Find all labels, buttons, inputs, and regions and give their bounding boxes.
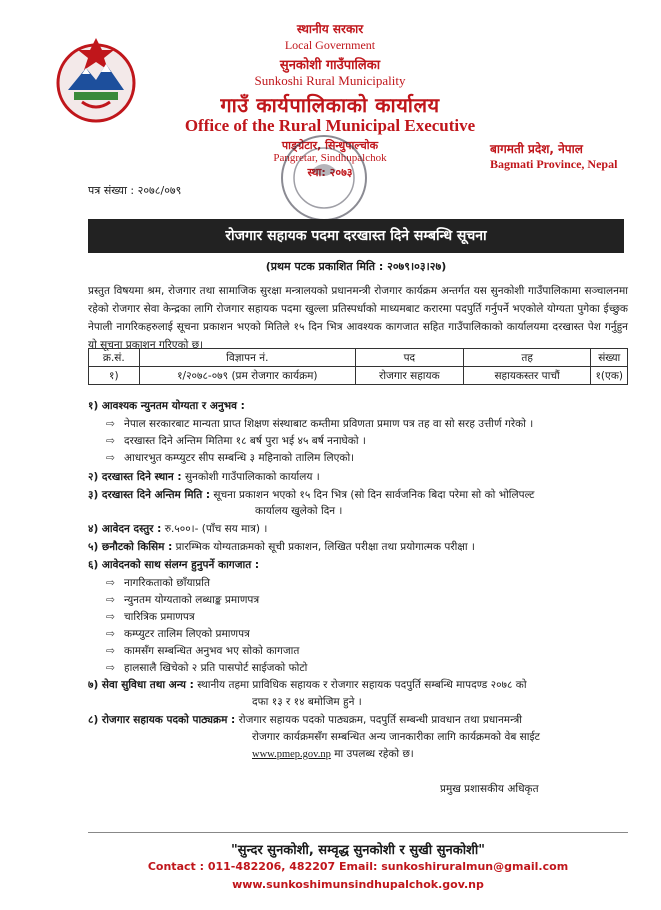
province-block <box>490 140 650 172</box>
table-header-row <box>89 349 628 367</box>
notice-title: रोजगार सहायक पदमा दरखास्त दिने सम्बन्धि सूचना <box>88 219 624 253</box>
arrow-right-icon: ⇨ <box>106 435 115 447</box>
est-np: स्था: २०७३ <box>307 166 353 179</box>
intro-paragraph: प्रस्तुत विषयमा श्रम, रोजगार तथा सामाजिक सुरक्षा मन्त्रालयको प्रधानमन्त्री रोजगार कार्यक्रम अन्तर्गत यस सुनकोशी गाउँपालिकामा सञ्चालनमा रहेको रोजगार सेवा केन्द्रका लागि रोजगार सहायक पदमा खुल्ला प्रतिस्पर्धाको माध्यमबाट करारमा पदपुर्ति गर्नुपर्ने भएकोले योग्यता पुगेका ईच्छुक नेपाली नागरिकहरुलाई सूचना प्रकाशन भएको मितिले १५ दिन भित्र आवश्यक कागजात सहित गाउँपालिकाको कार्यालयमा दरखास्त पेश गर्नुहुन यो सूचना प्रकाशन गरिएको छ। <box>88 285 628 351</box>
mun-en: Sunkoshi Rural Municipality <box>254 73 406 88</box>
list-item: ⇨ आधारभुत कम्प्युटर सीप सम्बन्धि ३ महिनाको तालिम लिएको। <box>106 450 631 467</box>
list-item: ⇨ कम्प्युटर तालिम लिएको प्रमाणपत्र <box>106 626 250 643</box>
gov-en: Local Government <box>284 38 376 52</box>
officer-signature-title: प्रमुख प्रशासकीय अधिकृत <box>440 783 539 795</box>
table-row <box>89 367 628 385</box>
province-en: Bagmati Province, Nepal <box>490 157 618 171</box>
arrow-right-icon: ⇨ <box>106 662 115 674</box>
list-item: ⇨ चारित्रिक प्रमाणपत्र <box>106 609 195 626</box>
list-item: ⇨ नेपाल सरकारबाट मान्यता प्राप्त शिक्षण संस्थाबाट कम्तीमा प्रविणता प्रमाण पत्र तह वा सो सरह उत्तीर्ण गरेको । <box>106 416 631 433</box>
footer-slogan: "सुन्दर सुनकोशी, सम्वृद्ध सुनकोशी र सुखी सुनकोशी" <box>230 843 486 858</box>
col-level: तह <box>463 349 591 367</box>
cell-sn: १) <box>89 367 140 385</box>
office-en: Office of the Rural Municipal Executive <box>184 116 476 135</box>
cell-post: रोजगार सहायक <box>355 367 463 385</box>
letter-number: पत्र संख्या : २०७८/०७९ <box>88 184 182 197</box>
list-item: ⇨ न्युनतम योग्यताको लब्धाङ्क प्रमाणपत्र <box>106 592 259 609</box>
section-8: ८) रोजगार सहायक पदको पाठ्यक्रम : रोजगार सहायक पदको पाठ्यक्रम, पदपुर्ति सम्बन्धी प्रावधान तथा प्रधानमन्त्री <box>88 714 523 726</box>
col-count: संख्या <box>591 349 628 367</box>
cell-level: सहायकस्तर पाचौं <box>463 367 591 385</box>
ad-table <box>88 348 628 385</box>
col-sn: क्र.सं. <box>89 349 140 367</box>
office-stamp <box>276 130 372 226</box>
section-1-title: १) आवश्यक न्युनतम योग्यता र अनुभव : <box>88 400 245 412</box>
publish-date: (प्रथम पटक प्रकाशित मिति : २०७९।०३।२७) <box>265 260 447 273</box>
footer-contact: Contact : 011-482206, 482207 Email: sunkoshiruralmun@gmail.com <box>147 860 569 873</box>
cell-count: १(एक) <box>591 367 628 385</box>
footer-website[interactable]: www.sunkoshimunsindhupalchok.gov.np <box>232 878 484 891</box>
section-7: ७) सेवा सुविधा तथा अन्य : स्थानीय तहमा प्राविधिक सहायक र रोजगार सहायक पदपुर्ति सम्बन्धि मापदण्ड २०७८ को <box>88 679 527 691</box>
list-item: ⇨ कामसँग सम्बन्धित अनुभव भए सोको कागजात <box>106 643 299 660</box>
col-ad-no: विज्ञापन नं. <box>139 349 355 367</box>
addr-np: पाङ्ग्रेटार, सिन्धुपाल्चोक <box>281 139 379 152</box>
arrow-right-icon: ⇨ <box>106 611 115 623</box>
mun-np: सुनकोशी गाउँपालिका <box>279 58 381 73</box>
list-item: ⇨ दरखास्त दिने अन्तिम मितिमा १८ बर्ष पुरा भई ४५ बर्ष ननाघेको । <box>106 433 631 450</box>
addr-en: Pangretar, Sindhupalchok <box>273 152 387 164</box>
section-8-cont: रोजगार कार्यक्रमसँग सम्बन्धित अन्य जानकारीका लागि कार्यक्रमको वेब साईट <box>252 731 540 743</box>
list-item: ⇨ नागरिकताको छाँयाप्रति <box>106 575 210 592</box>
arrow-right-icon: ⇨ <box>106 628 115 640</box>
section-2: २) दरखास्त दिने स्थान : सुनकोशी गाउँपालिकाको कार्यालय । <box>88 471 320 483</box>
section-3: ३) दरखास्त दिने अन्तिम मिति : सूचना प्रकाशन भएको १५ दिन भित्र (सो दिन सार्वजनिक बिदा परेमा सो को भोलिपल्ट <box>88 489 535 501</box>
gov-np: स्थानीय सरकार <box>296 22 364 36</box>
province-np: बागमती प्रदेश, नेपाल <box>490 142 583 156</box>
section-6-title: ६) आवेदनको साथ संलग्न हुनुपर्ने कागजात : <box>88 559 260 571</box>
section-7-cont: दफा १३ र १४ बमोजिम हुने । <box>252 696 362 708</box>
section-4: ४) आवेदन दस्तुर : रु.५००।- (पाँच सय मात्र) । <box>88 523 268 535</box>
arrow-right-icon: ⇨ <box>106 452 115 464</box>
footer-divider <box>88 832 628 833</box>
arrow-right-icon: ⇨ <box>106 594 115 606</box>
office-np: गाउँ कार्यपालिकाको कार्यालय <box>220 93 440 117</box>
section-8-link-line: www.pmep.gov.np मा उपलब्ध रहेको छ। <box>252 748 414 760</box>
arrow-right-icon: ⇨ <box>106 418 115 430</box>
pmep-link[interactable]: www.pmep.gov.np <box>252 749 331 760</box>
col-post: पद <box>355 349 463 367</box>
arrow-right-icon: ⇨ <box>106 577 115 589</box>
cell-ad-no: १/२०७८-०७९ (प्रम रोजगार कार्यक्रम) <box>139 367 355 385</box>
arrow-right-icon: ⇨ <box>106 645 115 657</box>
list-item: ⇨ हालसालै खिचेको २ प्रति पासपोर्ट साईजको फोटो <box>106 660 307 677</box>
section-3-cont: कार्यालय खुलेको दिन । <box>255 505 343 517</box>
section-5: ५) छनौटको किसिम : प्रारम्भिक योग्यताक्रमको सूची प्रकाशन, लिखित परीक्षा तथा प्रयोगात्मक परीक्षा । <box>88 541 475 553</box>
